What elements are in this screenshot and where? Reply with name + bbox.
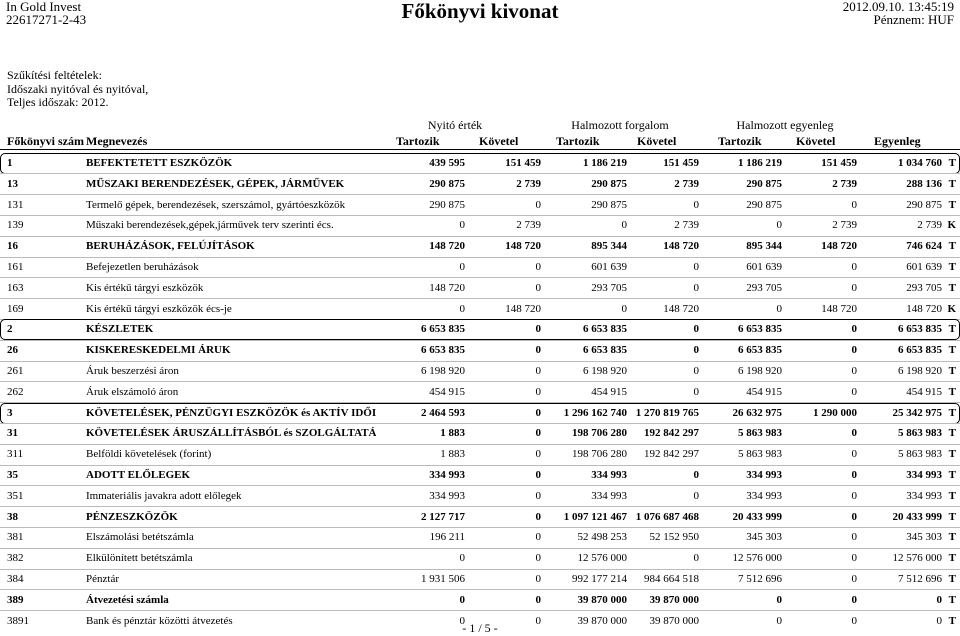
balance-value-cell: 334 993 [906,469,942,481]
company-id: 22617271-2-43 [6,12,87,27]
table-row [0,299,960,319]
turnover-credit-cell: 1 270 819 765 [635,406,699,419]
account-name: ADOTT ELŐLEGEK [86,469,191,481]
balance-debit-cell: 0 [776,219,782,232]
balance-credit-cell: 1 290 000 [813,406,857,419]
balance-debit-cell: 20 433 999 [732,510,782,523]
turnover-debit-cell: 39 870 000 [577,614,627,627]
balance-debit-cell: 5 863 983 [738,427,782,440]
balance-side-flag: T [948,240,956,253]
table-row [0,444,960,464]
col-balance: Egyenleg [874,134,921,148]
balance-value-cell: 148 720 [906,302,942,315]
opening-debit-cell: 0 [459,552,465,565]
opening-debit-cell: 0 [459,593,465,606]
turnover-credit-cell: 0 [693,261,699,273]
opening-credit-cell: 0 [535,593,541,606]
turnover-credit-cell: 2 739 [674,177,699,190]
header-separator [0,149,960,150]
turnover-debit-cell: 12 576 000 [577,552,627,565]
table-row [0,278,960,298]
table-row [0,153,960,173]
group-opening: Nyitó érték [427,118,483,132]
balance-side-flag: T [948,448,956,461]
account-number: 389 [7,593,24,606]
col-debit-turnover: Tartozik [556,134,600,148]
balance-credit-cell: 0 [851,281,857,294]
turnover-credit-cell: 0 [693,198,699,211]
balance-value-cell: 2 739 [917,219,942,232]
balance-debit-cell: 6 198 920 [738,365,782,377]
turnover-credit-cell: 151 459 [663,157,699,169]
opening-credit-cell: 0 [535,573,541,585]
account-number: 131 [7,198,24,211]
account-name: Kis értékű tárgyi eszközök écs-je [86,302,232,315]
balance-side-flag: T [948,552,956,565]
balance-side-flag: T [948,406,956,419]
balance-side-flag: T [948,344,956,357]
account-number: 3 [7,406,13,419]
table-row [0,361,960,381]
account-name: Áruk beszerzési áron [86,365,179,377]
balance-credit-cell: 0 [851,198,857,211]
account-name: BEFEKTETETT ESZKÖZÖK [86,157,233,169]
opening-credit-cell: 0 [535,552,541,565]
balance-side-flag: T [948,198,956,211]
balance-value-cell: 288 136 [906,177,942,190]
turnover-credit-cell: 0 [693,281,699,294]
account-number: 262 [7,385,24,398]
balance-side-flag: T [948,510,956,523]
opening-debit-cell: 290 875 [429,198,465,211]
turnover-debit-cell: 334 993 [591,489,627,502]
opening-debit-cell: 439 595 [429,157,465,169]
balance-credit-cell: 0 [851,469,857,481]
turnover-credit-cell: 0 [693,489,699,502]
account-number: 1 [7,157,13,169]
report-meta [843,0,954,26]
opening-debit-cell: 6 198 920 [421,365,465,377]
opening-debit-cell: 148 720 [429,281,465,294]
turnover-credit-cell: 1 076 687 468 [635,510,699,523]
table-row [0,340,960,360]
col-debit-opening: Tartozik [396,134,440,148]
balance-credit-cell: 151 459 [821,157,857,169]
balance-side-flag: T [948,593,956,606]
balance-value-cell: 601 639 [906,261,942,273]
balance-value-cell: 12 576 000 [892,552,942,565]
table-row [0,382,960,402]
turnover-credit-cell: 0 [693,385,699,398]
balance-value-cell: 293 705 [906,281,942,294]
balance-credit-cell: 0 [851,593,857,606]
turnover-credit-cell: 2 739 [674,219,699,232]
turnover-debit-cell: 290 875 [591,177,627,190]
balance-credit-cell: 0 [851,552,857,565]
account-number: 16 [7,240,18,253]
opening-credit-cell: 0 [535,510,541,523]
page-number: - 1 / 5 - [462,621,498,635]
account-number: 163 [7,281,24,294]
turnover-debit-cell: 601 639 [591,261,627,273]
balance-value-cell: 0 [936,593,942,606]
table-row [0,569,960,589]
opening-debit-cell: 0 [459,614,465,627]
filter-conditions [7,69,148,110]
balance-credit-cell: 0 [851,510,857,523]
account-number: 384 [7,573,24,585]
opening-debit-cell: 0 [459,219,465,232]
balance-value-cell: 1 034 760 [898,157,942,169]
table-row [0,423,960,443]
balance-credit-cell: 0 [851,261,857,273]
turnover-debit-cell: 992 177 214 [572,573,627,585]
table-row [0,174,960,194]
balance-value-cell: 0 [936,614,942,627]
balance-debit-cell: 601 639 [746,261,782,273]
balance-side-flag: T [948,365,956,377]
account-number: 35 [7,469,18,481]
account-name: KÉSZLETEK [86,323,154,336]
col-credit-balance: Követel [796,134,836,148]
turnover-debit-cell: 6 198 920 [583,365,627,377]
balance-credit-cell: 0 [851,344,857,357]
opening-debit-cell: 454 915 [429,385,465,398]
turnover-debit-cell: 0 [621,302,627,315]
turnover-credit-cell: 192 842 297 [644,427,699,440]
balance-value-cell: 5 863 983 [898,448,942,461]
turnover-debit-cell: 293 705 [591,281,627,294]
balance-value-cell: 6 653 835 [898,344,942,357]
col-credit-turnover: Követel [637,134,677,148]
turnover-credit-cell: 0 [693,469,699,481]
turnover-debit-cell: 895 344 [591,240,627,253]
table-row [0,403,960,423]
balance-value-cell: 454 915 [906,385,942,398]
balance-debit-cell: 26 632 975 [732,406,782,419]
opening-credit-cell: 0 [535,448,541,461]
balance-debit-cell: 5 863 983 [738,448,782,461]
balance-debit-cell: 0 [776,614,782,627]
filter-line-2: Teljes időszak: 2012. [7,95,109,109]
opening-credit-cell: 2 739 [516,219,541,232]
balance-side-flag: T [948,323,956,336]
turnover-credit-cell: 984 664 518 [644,573,699,585]
opening-credit-cell: 0 [535,281,541,294]
balance-debit-cell: 0 [776,302,782,315]
account-name: MŰSZAKI BERENDEZÉSEK, GÉPEK, JÁRMŰVEK [86,177,345,190]
account-name: Átvezetési számla [86,593,169,606]
balance-debit-cell: 293 705 [746,281,782,294]
opening-credit-cell: 0 [535,365,541,377]
account-name: KISKERESKEDELMI ÁRUK [86,344,231,357]
balance-value-cell: 290 875 [906,198,942,211]
opening-credit-cell: 0 [535,261,541,273]
balance-side-flag: T [948,385,956,398]
account-number: 382 [7,552,24,565]
table-row [0,507,960,527]
balance-value-cell: 25 342 975 [892,406,942,419]
turnover-debit-cell: 39 870 000 [577,593,627,606]
opening-credit-cell: 0 [535,427,541,440]
table-row [0,195,960,215]
account-number: 26 [7,344,18,357]
balance-side-flag: T [948,469,956,481]
balance-debit-cell: 895 344 [746,240,782,253]
turnover-credit-cell: 0 [693,552,699,565]
balance-value-cell: 746 624 [906,240,942,253]
balance-side-flag: T [948,427,956,440]
opening-debit-cell: 148 720 [429,240,465,253]
opening-credit-cell: 148 720 [505,240,541,253]
opening-credit-cell: 0 [535,323,541,336]
opening-debit-cell: 2 127 717 [421,510,465,523]
account-name: KÖVETELÉSEK, PÉNZÜGYI ESZKÖZÖK és AKTÍV IDŐI [86,406,377,419]
balance-credit-cell: 148 720 [821,302,857,315]
opening-credit-cell: 0 [535,531,541,544]
opening-debit-cell: 334 993 [429,489,465,502]
balance-value-cell: 7 512 696 [898,573,942,585]
turnover-debit-cell: 0 [621,219,627,232]
balance-credit-cell: 2 739 [832,177,857,190]
account-number: 3891 [7,614,29,627]
turnover-debit-cell: 1 296 162 740 [563,406,627,419]
account-number: 13 [7,177,18,190]
opening-debit-cell: 1 931 506 [421,573,465,585]
balance-debit-cell: 6 653 835 [738,323,782,336]
filter-line-1: Időszaki nyitóval és nyitóval, [7,81,149,96]
balance-credit-cell: 0 [851,573,857,585]
opening-debit-cell: 2 464 593 [421,406,465,419]
balance-credit-cell: 0 [851,427,857,440]
balance-side-flag: K [947,302,956,315]
turnover-debit-cell: 1 186 219 [583,157,627,169]
opening-debit-cell: 1 883 [440,448,465,461]
opening-debit-cell: 290 875 [429,177,465,190]
account-number: 161 [7,261,24,273]
turnover-debit-cell: 6 653 835 [583,323,627,336]
balance-debit-cell: 334 993 [746,489,782,502]
balance-value-cell: 20 433 999 [892,510,942,523]
balance-side-flag: T [948,157,956,169]
opening-debit-cell: 0 [459,302,465,315]
turnover-debit-cell: 6 653 835 [583,344,627,357]
turnover-debit-cell: 198 706 280 [572,448,627,461]
balance-side-flag: T [948,573,956,585]
account-name: Termelő gépek, berendezések, szerszámol, gyártóeszközök [86,198,346,211]
opening-debit-cell: 0 [459,261,465,273]
company-name: In Gold Invest [6,0,82,14]
turnover-credit-cell: 39 870 000 [649,593,699,606]
col-debit-balance: Tartozik [718,134,762,148]
turnover-debit-cell: 1 097 121 467 [563,510,627,523]
balance-debit-cell: 0 [776,593,782,606]
turnover-credit-cell: 148 720 [663,302,699,315]
currency-label: Pénznem: HUF [873,12,954,27]
account-name: Pénztár [86,573,119,585]
account-name: Bank és pénztár közötti átvezetés [86,614,233,627]
balance-side-flag: T [948,177,956,190]
balance-side-flag: T [948,261,956,273]
balance-credit-cell: 0 [851,448,857,461]
table-row [0,319,960,339]
table-row [0,465,960,485]
opening-debit-cell: 6 653 835 [421,323,465,336]
balance-value-cell: 334 993 [906,489,942,502]
balance-debit-cell: 6 653 835 [738,344,782,357]
account-name: Kis értékű tárgyi eszközök [86,281,204,294]
account-name: Immateriális javakra adott előlegek [86,489,242,502]
balance-side-flag: T [948,489,956,502]
opening-debit-cell: 6 653 835 [421,344,465,357]
table-row [0,236,960,256]
opening-credit-cell: 2 739 [516,177,541,190]
col-credit-opening: Követel [479,134,519,148]
account-name: Műszaki berendezések,gépek,járművek terv szerinti écs. [86,219,334,232]
balance-side-flag: T [948,281,956,294]
balance-value-cell: 345 303 [906,531,942,544]
balance-side-flag: T [948,614,956,627]
account-name: Áruk elszámoló áron [86,385,179,398]
account-name: BERUHÁZÁSOK, FELÚJÍTÁSOK [86,240,255,253]
balance-debit-cell: 454 915 [746,385,782,398]
table-row [0,548,960,568]
turnover-debit-cell: 198 706 280 [572,427,627,440]
opening-credit-cell: 0 [535,469,541,481]
balance-debit-cell: 345 303 [746,531,782,544]
turnover-credit-cell: 192 842 297 [644,448,699,461]
group-turnover: Halmozott forgalom [571,118,669,132]
turnover-credit-cell: 0 [693,365,699,377]
balance-debit-cell: 7 512 696 [738,573,782,585]
account-number: 31 [7,427,18,440]
table-row [0,590,960,610]
account-name: PÉNZESZKÖZÖK [86,510,178,523]
opening-credit-cell: 148 720 [505,302,541,315]
table-row [0,215,960,235]
balance-debit-cell: 12 576 000 [732,552,782,565]
group-balance: Halmozott egyenleg [736,118,834,132]
account-number: 261 [7,365,24,377]
turnover-credit-cell: 39 870 000 [649,614,699,627]
balance-credit-cell: 0 [851,489,857,502]
balance-debit-cell: 290 875 [746,198,782,211]
report-datetime: 2012.09.10. 13:45:19 [842,0,954,14]
opening-debit-cell: 334 993 [429,469,465,481]
balance-credit-cell: 2 739 [832,219,857,232]
opening-credit-cell: 0 [535,198,541,211]
balance-credit-cell: 148 720 [821,240,857,253]
balance-credit-cell: 0 [851,385,857,398]
balance-side-flag: T [948,531,956,544]
account-name: Elszámolási betétszámla [86,531,194,544]
col-account: Főkönyvi szám [7,134,85,148]
col-name: Megnevezés [86,134,148,148]
account-name: KÖVETELÉSEK ÁRUSZÁLLÍTÁSBÓL és SZOLGÁLTATÁ [86,427,377,440]
balance-side-flag: K [947,219,956,232]
balance-value-cell: 6 198 920 [898,365,942,377]
turnover-debit-cell: 52 498 253 [577,531,627,544]
account-number: 2 [7,323,13,336]
balance-credit-cell: 0 [851,365,857,377]
table-row [0,486,960,506]
opening-credit-cell: 0 [535,344,541,357]
turnover-debit-cell: 334 993 [591,469,627,481]
balance-value-cell: 6 653 835 [898,323,942,336]
opening-debit-cell: 1 883 [440,427,465,440]
opening-debit-cell: 196 211 [429,531,465,544]
opening-credit-cell: 151 459 [505,157,541,169]
account-name: Elkülönített betétszámla [86,552,193,565]
balance-debit-cell: 1 186 219 [738,157,782,169]
account-number: 139 [7,219,24,232]
opening-credit-cell: 0 [535,489,541,502]
turnover-credit-cell: 0 [693,323,699,336]
turnover-credit-cell: 0 [693,344,699,357]
opening-credit-cell: 0 [535,385,541,398]
balance-debit-cell: 334 993 [746,469,782,481]
opening-credit-cell: 0 [535,614,541,627]
balance-value-cell: 5 863 983 [898,427,942,440]
balance-credit-cell: 0 [851,531,857,544]
account-name: Befejezetlen beruházások [86,261,199,273]
balance-credit-cell: 0 [851,614,857,627]
table-row [0,257,960,277]
opening-credit-cell: 0 [535,406,541,419]
turnover-debit-cell: 454 915 [591,385,627,398]
account-number: 311 [7,448,24,461]
turnover-credit-cell: 148 720 [663,240,699,253]
page-title: Főkönyvi kivonat [401,0,559,23]
account-number: 38 [7,510,18,523]
filter-label: Szűkítési feltételek: [7,68,102,82]
turnover-debit-cell: 290 875 [591,198,627,211]
account-name: Belföldi követelések (forint) [86,448,212,461]
turnover-credit-cell: 52 152 950 [649,531,699,544]
table-row [0,527,960,547]
balance-debit-cell: 290 875 [746,177,782,190]
account-number: 169 [7,302,24,315]
account-number: 381 [7,531,24,544]
balance-credit-cell: 0 [851,323,857,336]
account-number: 351 [7,489,24,502]
